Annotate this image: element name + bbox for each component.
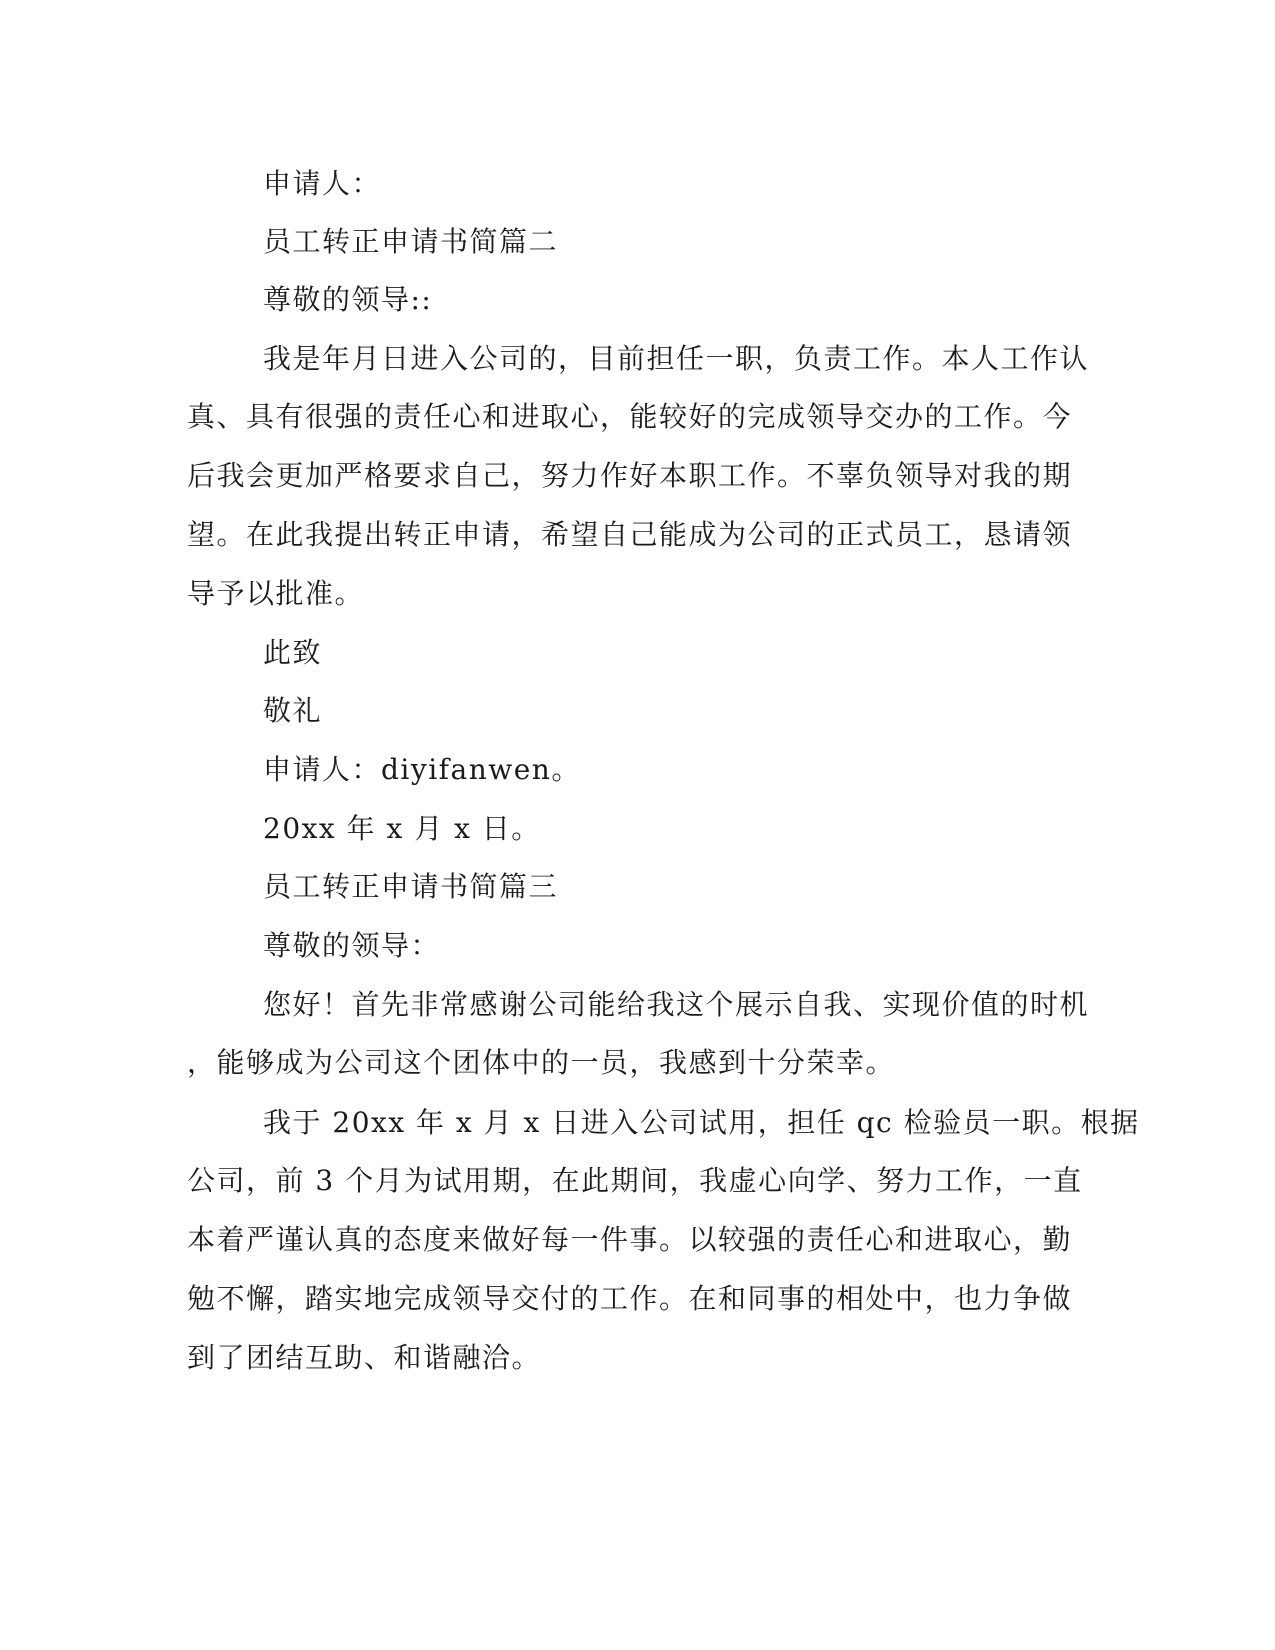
body-paragraph-line: 望。在此我提出转正申请，希望自己能成为公司的正式员工，恳请领 <box>187 518 1073 551</box>
section-heading-2: 员工转正申请书简篇二 <box>263 225 559 258</box>
closing-line: 此致 <box>263 636 323 669</box>
body-paragraph-line: 本着严谨认真的态度来做好每一件事。以较强的责任心和进取心，勤 <box>187 1223 1073 1256</box>
body-paragraph-line: 我是年月日进入公司的，目前担任一职，负责工作。本人工作认 <box>263 342 1090 375</box>
body-paragraph-line: 您好！首先非常感谢公司能给我这个展示自我、实现价值的时机 <box>263 988 1090 1021</box>
signature-line: 申请人：diyifanwen。 <box>263 753 581 786</box>
section-heading-3: 员工转正申请书简篇三 <box>263 870 559 903</box>
body-paragraph-line: 导予以批准。 <box>187 577 365 610</box>
body-paragraph-line: 真、具有很强的责任心和进取心，能较好的完成领导交办的工作。今 <box>187 400 1073 433</box>
date-line: 20xx 年 x 月 x 日。 <box>263 812 541 845</box>
salutation: 尊敬的领导:: <box>263 283 433 316</box>
body-paragraph-line: 公司，前 3 个月为试用期，在此期间，我虚心向学、努力工作，一直 <box>187 1164 1083 1197</box>
body-paragraph-line: ，能够成为公司这个团体中的一员，我感到十分荣幸。 <box>187 1046 896 1079</box>
salutation: 尊敬的领导： <box>263 929 441 962</box>
applicant-line: 申请人： <box>263 167 382 200</box>
body-paragraph-line: 后我会更加严格要求自己，努力作好本职工作。不辜负领导对我的期 <box>187 459 1073 492</box>
closing-line: 敬礼 <box>263 694 323 727</box>
body-paragraph-line: 勉不懈，踏实地完成领导交付的工作。在和同事的相处中，也力争做 <box>187 1282 1073 1315</box>
body-paragraph-line: 到了团结互助、和谐融洽。 <box>187 1341 542 1374</box>
body-paragraph-line: 我于 20xx 年 x 月 x 日进入公司试用，担任 qc 检验员一职。根据 <box>263 1106 1140 1139</box>
